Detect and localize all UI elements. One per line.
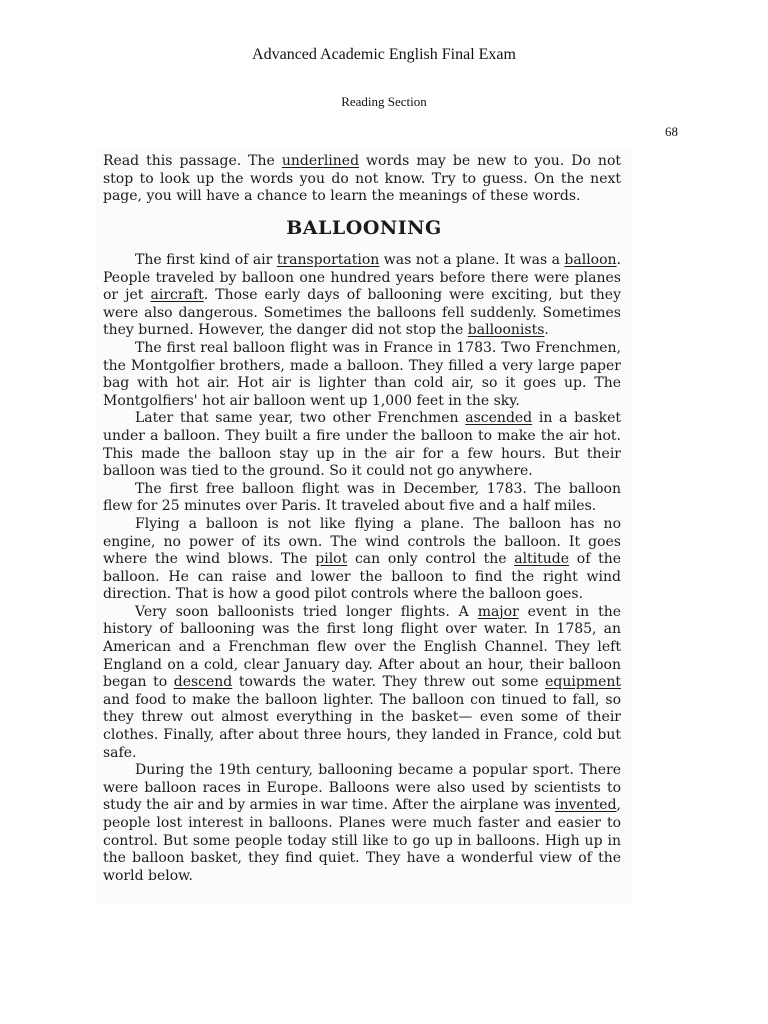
underlined-vocab-word: equipment: [545, 674, 621, 691]
underlined-vocab-word: transportation: [276, 252, 380, 268]
underlined-vocab-word: ascended: [465, 410, 533, 427]
text-run: of the balloon. He can raise and lower the balloon to find the right wind direction. That is how a good pilot controls where the balloon goes.: [103, 551, 621, 603]
text-run: event in the history of ballooning was the first long flight over water. In 1785, an American and a Frenchman flew over the English Channel. They left England on a cold, clear January day. After about an hour, their balloon began to: [103, 603, 621, 691]
page-number: 68: [665, 124, 678, 139]
text-run: Very soon balloonists tried longer flights. A: [135, 603, 478, 620]
passage-heading: BALLOONING: [286, 217, 442, 239]
text-run: and food to make the balloon lighter. The balloon con tinued to fall, so they threw out almost everything in the basket— even some of their clothes. Finally, after about three hours, they landed in France, cold but safe.: [103, 691, 621, 761]
passage-paragraph: [103, 410, 621, 480]
underlined-vocab-word: balloon: [564, 252, 617, 268]
text-run: The first kind of air: [135, 252, 277, 268]
passage-paragraph: [103, 604, 621, 762]
text-run: Read this passage. The: [103, 153, 282, 169]
document-title: Advanced Academic English Final Exam: [252, 46, 516, 63]
scanned-page: [96, 150, 632, 905]
underlined-vocab-word: descend: [173, 674, 233, 691]
passage-paragraph: [103, 481, 621, 516]
passage-paragraph: [103, 516, 621, 604]
text-run: The first real balloon flight was in France in 1783. Two Frenchmen, the Montgolfier brothers, made a balloon. They filled a very large paper bag with hot air. Hot air is lighter than cold air, so it goes up. The Montgolfiers' hot air balloon went up 1,000 feet in the sky.: [103, 339, 621, 409]
passage-body: [103, 252, 621, 885]
text-run: Later that same year, two other Frenchmen: [135, 410, 466, 427]
text-run: in a basket under a balloon. They built a fire under the balloon to make the air hot. This made the balloon stay up in the air for a few hours. But their balloon was tied to the ground. So it could not go anywhere.: [103, 410, 621, 480]
underlined-vocab-word: aircraft: [150, 287, 204, 304]
text-run: was not a plane. It was a: [379, 252, 565, 268]
text-run: .: [544, 322, 549, 339]
text-run: During the 19th century, ballooning became a popular sport. There were balloon races in Europe. Balloons were also used by scientists to study the air and by armies in war time. After the airplane was: [103, 762, 621, 814]
passage-paragraph: [103, 252, 621, 340]
underlined-vocab-word: balloonists: [467, 322, 545, 339]
underlined-vocab-word: pilot: [315, 551, 348, 568]
text-run: . Those early days of ballooning were exciting, but they were also dangerous. Sometimes the balloons fell suddenly. Sometimes they burned. However, the danger did not stop the: [103, 287, 621, 339]
underlined-vocab-word: altitude: [514, 551, 570, 568]
text-run: The first free balloon flight was in December, 1783. The balloon flew for 25 minutes over Paris. It traveled about five and a half miles.: [103, 480, 621, 515]
text-run: words may be new to you. Do not stop to look up the words you do not know. Try to guess. On the next page, you will have a chance to learn the meanings of these words.: [103, 153, 622, 205]
instructions-paragraph: [103, 153, 621, 206]
passage-paragraph: [103, 762, 621, 885]
text-run: . People traveled by balloon one hundred years before there were planes or jet: [103, 252, 621, 304]
underlined-vocab-word: major: [477, 603, 519, 620]
section-label: Reading Section: [341, 94, 427, 109]
underlined-vocab-word: underlined: [281, 153, 360, 169]
text-run: , people lost interest in balloons. Planes were much faster and easier to control. But some people today still like to go up in balloons. High up in the balloon basket, they find quiet. They have a wonderful view of the world below.: [103, 797, 621, 884]
text-run: Flying a balloon is not like flying a plane. The balloon has no engine, no power of its own. The wind controls the balloon. It goes where the wind blows. The: [103, 515, 621, 568]
passage-paragraph: [103, 340, 621, 410]
underlined-vocab-word: invented: [554, 797, 617, 814]
text-run: can only control the: [347, 551, 515, 568]
text-run: towards the water. They threw out some: [232, 674, 546, 691]
